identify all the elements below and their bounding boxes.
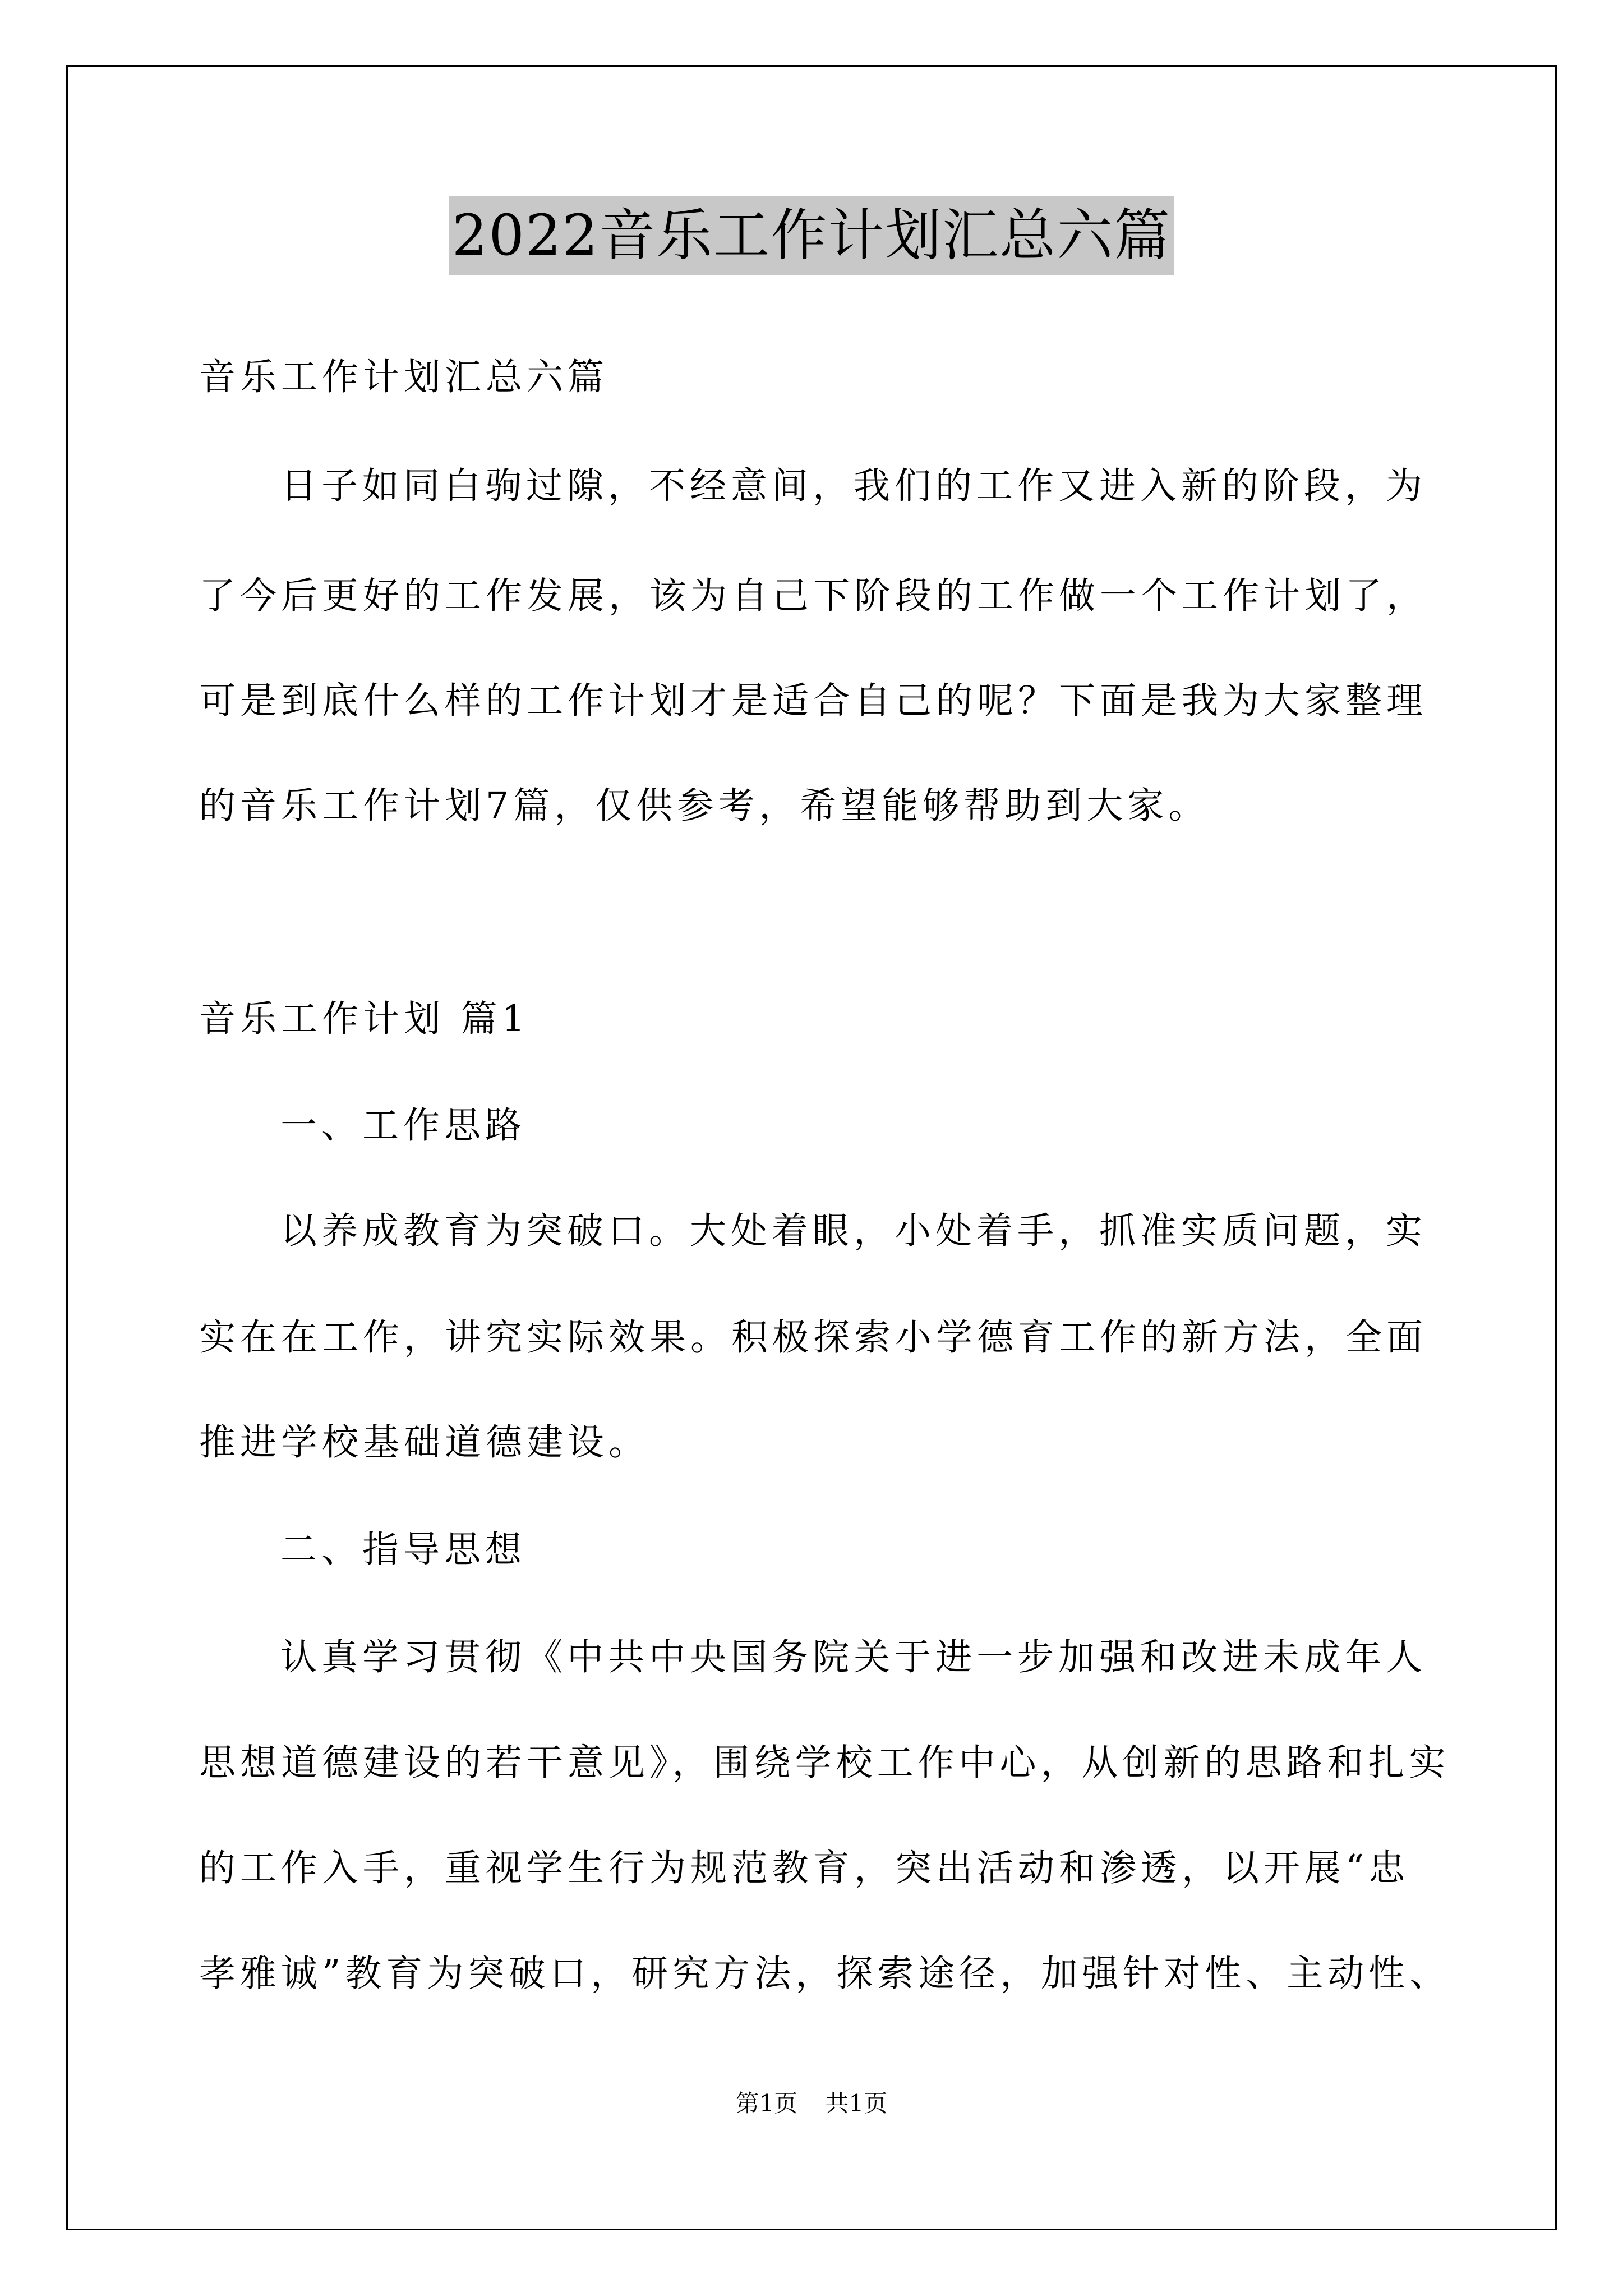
intro-line-2: 了今后更好的工作发展，该为自己下阶段的工作做一个工作计划了， <box>199 575 1428 617</box>
item1-line-1: 以养成教育为突破口。大处着眼，小处着手，抓准实质问题，实 <box>280 1210 1427 1252</box>
item2-line-3: 的工作入手，重视学生行为规范教育，突出活动和渗透，以开展“忠 <box>199 1847 1410 1889</box>
item2-line-1: 认真学习贯彻《中共中央国务院关于进一步加强和改进未成年人 <box>280 1636 1427 1678</box>
intro-line-1: 日子如同白驹过隙，不经意间，我们的工作又进入新的阶段，为 <box>280 465 1427 507</box>
item1-line-2: 实在在工作，讲究实际效果。积极探索小学德育工作的新方法，全面 <box>199 1317 1428 1359</box>
page-footer <box>0 2087 1623 2120</box>
item2-line-4: 孝雅诚”教育为突破口，研究方法，探索途径，加强针对性、主动性、 <box>199 1953 1451 1995</box>
section-heading: 音乐工作计划 篇1 <box>199 998 530 1040</box>
document-title: 2022音乐工作计划汇总六篇 <box>449 196 1175 275</box>
item2-heading: 二、指导思想 <box>280 1529 527 1571</box>
document-subtitle: 音乐工作计划汇总六篇 <box>199 356 609 398</box>
item1-heading: 一、工作思路 <box>280 1105 527 1147</box>
item2-line-2: 思想道德建设的若干意见》，围绕学校工作中心，从创新的思路和扎实 <box>199 1742 1450 1784</box>
page-total: 共1页 <box>825 2090 888 2117</box>
title-container <box>0 196 1623 275</box>
item1-line-3: 推进学校基础道德建设。 <box>199 1421 650 1464</box>
intro-line-3: 可是到底什么样的工作计划才是适合自己的呢？下面是我为大家整理 <box>199 680 1428 722</box>
page-number: 第1页 <box>735 2090 798 2117</box>
intro-line-4: 的音乐工作计划7篇，仅供参考，希望能够帮助到大家。 <box>199 785 1210 827</box>
